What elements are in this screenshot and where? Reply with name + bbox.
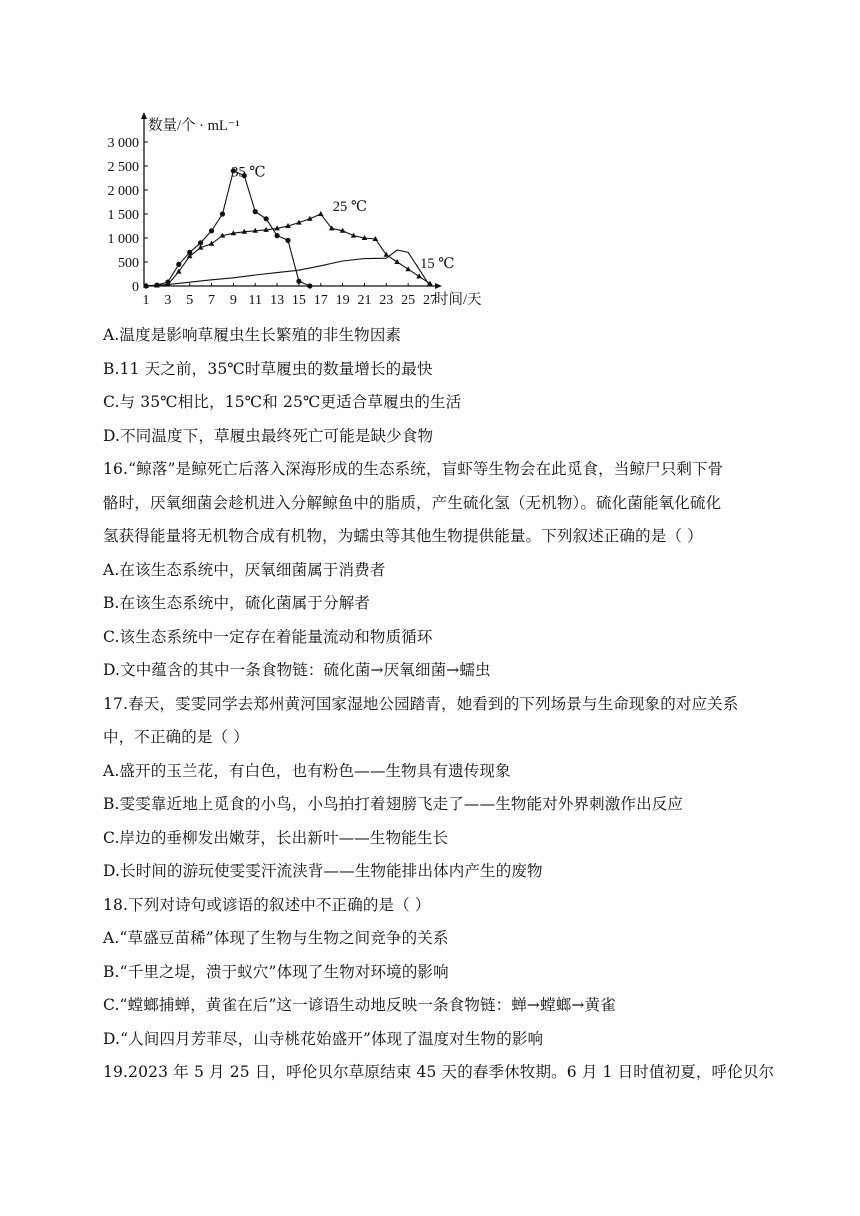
option-18b: B.“千里之堤，溃于蚁穴”体现了生物对环境的影响 bbox=[103, 962, 449, 981]
option-15b: B.11 天之前，35℃时草履虫的数量增长的最快 bbox=[103, 359, 433, 378]
x-tick-label: 9 bbox=[229, 293, 237, 308]
data-point bbox=[176, 262, 181, 267]
option-17b: B.雯雯靠近地上觅食的小鸟，小鸟拍打着翅膀飞走了——生物能对外界刺激作出反应 bbox=[103, 795, 684, 813]
option-17a: A.盛开的玉兰花，有白色，也有粉色——生物具有遗传现象 bbox=[103, 761, 511, 780]
x-tick-label: 21 bbox=[357, 293, 372, 308]
question-17-line-1: 17.春天，雯雯同学去郑州黄河国家湿地公园踏青，她看到的下列场景与生命现象的对应关系 bbox=[103, 694, 739, 713]
question-17-line-2: 中，不正确的是（ ） bbox=[103, 728, 249, 746]
x-tick-label: 7 bbox=[208, 293, 216, 308]
data-point bbox=[285, 238, 290, 243]
data-point bbox=[264, 216, 269, 221]
x-axis-label: 时间/天 bbox=[434, 292, 482, 308]
x-tick-label: 25 bbox=[401, 293, 416, 308]
x-tick-label: 5 bbox=[186, 293, 194, 308]
x-tick-label: 11 bbox=[248, 293, 262, 308]
y-axis-arrow bbox=[141, 112, 147, 119]
option-16d: D.文中蕴含的其中一条食物链：硫化菌→厌氧细菌→蠕虫 bbox=[103, 661, 491, 679]
question-16-line-1: 16.“鲸落”是鲸死亡后落入深海形成的生态系统，盲虾等生物会在此觅食，当鲸尸只剩下骨 bbox=[103, 460, 724, 478]
x-tick-label: 23 bbox=[379, 293, 394, 308]
question-text bbox=[103, 319, 803, 1090]
x-tick-label: 3 bbox=[164, 293, 172, 308]
question-19-line-1: 19.2023 年 5 月 25 日，呼伦贝尔草原结束 45 天的春季休牧期。6 月 1 日时值初夏，呼伦贝尔 bbox=[103, 1063, 775, 1081]
option-16a: A.在该生态系统中，厌氧细菌属于消费者 bbox=[103, 560, 386, 579]
x-tick-label: 15 bbox=[291, 293, 306, 308]
population-chart bbox=[100, 108, 482, 312]
x-tick-label: 13 bbox=[270, 293, 285, 308]
data-point bbox=[394, 259, 400, 264]
option-16b: B.在该生态系统中，硫化菌属于分解者 bbox=[103, 594, 371, 612]
option-18c: C.“螳螂捕蝉，黄雀在后”这一谚语生动地反映一条食物链：蝉→螳螂→黄雀 bbox=[103, 996, 616, 1014]
option-15d: D.不同温度下，草履虫最终死亡可能是缺少食物 bbox=[103, 426, 434, 445]
x-axis-arrow bbox=[435, 283, 442, 289]
data-point bbox=[253, 209, 258, 214]
y-tick-label: 1 000 bbox=[107, 232, 139, 247]
y-tick-label: 500 bbox=[118, 256, 139, 271]
x-tick-label: 17 bbox=[313, 293, 328, 308]
y-tick-label: 3 000 bbox=[107, 136, 139, 151]
y-tick-label: 2 000 bbox=[107, 184, 139, 199]
x-tick-label: 1 bbox=[142, 293, 150, 308]
option-16c: C.该生态系统中一定存在着能量流动和物质循环 bbox=[103, 627, 433, 646]
option-15a: A.温度是影响草履虫生长繁殖的非生物因素 bbox=[103, 326, 402, 344]
series-label: 25 ℃ bbox=[332, 199, 368, 216]
y-axis-label: 数量/个 · mL⁻¹ bbox=[148, 118, 240, 134]
option-18d: D.“人间四月芳菲尽，山寺桃花始盛开”体现了温度对生物的影响 bbox=[103, 1029, 544, 1048]
question-16-line-3: 氢获得能量将无机物合成有机物，为蠕虫等其他生物提供能量。下列叙述正确的是（ ） bbox=[103, 527, 703, 545]
x-tick-label: 27 bbox=[423, 293, 437, 308]
data-point bbox=[209, 228, 214, 233]
data-point bbox=[405, 266, 411, 271]
data-point bbox=[318, 211, 324, 216]
x-tick-label: 19 bbox=[335, 293, 350, 308]
data-point bbox=[220, 211, 225, 216]
series-line-1 bbox=[146, 171, 310, 286]
data-point bbox=[209, 241, 215, 246]
question-18: 18.下列对诗句或谚语的叙述中不正确的是（ ） bbox=[103, 895, 431, 914]
series-label: 15 ℃ bbox=[420, 255, 455, 272]
option-15c: C.与 35℃相比，15℃和 25℃更适合草履虫的生活 bbox=[103, 393, 462, 411]
data-point bbox=[416, 273, 422, 278]
option-17d: D.长时间的游玩使雯雯汗流浃背——生物能排出体内产生的废物 bbox=[103, 862, 543, 880]
y-tick-label: 2 500 bbox=[107, 160, 139, 175]
population-line-chart bbox=[100, 108, 482, 312]
series-label: 35 ℃ bbox=[231, 164, 266, 181]
option-18a: A.“草盛豆苗稀”体现了生物与生物之间竞争的关系 bbox=[103, 929, 449, 947]
y-tick-label: 1 500 bbox=[107, 208, 139, 223]
data-point bbox=[296, 279, 301, 284]
question-16-line-2: 骼时，厌氧细菌会趁机进入分解鲸鱼中的脂质，产生硫化氢（无机物）。硫化菌能氧化硫化 bbox=[103, 493, 722, 512]
data-point bbox=[307, 283, 312, 288]
y-tick-label: 0 bbox=[132, 280, 139, 295]
option-17c: C.岸边的垂柳发出嫩芽，长出新叶——生物能生长 bbox=[103, 828, 449, 847]
data-point bbox=[274, 233, 279, 238]
